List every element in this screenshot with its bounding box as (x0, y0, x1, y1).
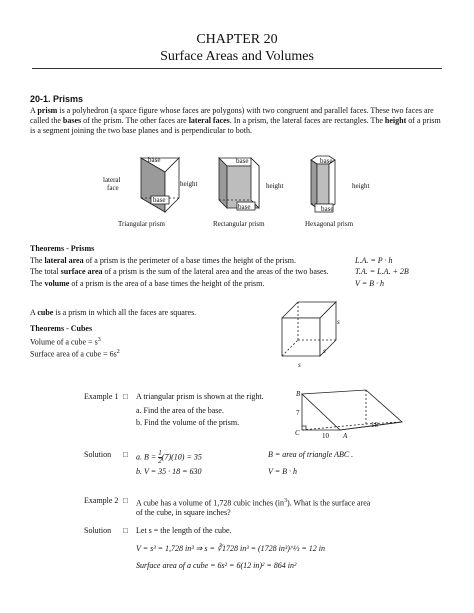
edge-7-label: 7 (296, 409, 300, 417)
rect-base-bottom-label: base (238, 203, 251, 211)
solution2-line2: V = s³ = 1,728 in³ ⇒ s = ∛1728 in³ = (1728 in³)^⅓ = 12 in (136, 544, 325, 553)
solution2-checkbox: □ (123, 526, 128, 535)
chapter-title: Surface Areas and Volumes (160, 49, 314, 64)
formula-volume: V = B · h (355, 279, 385, 288)
caption-rectangular: Rectangular prism (213, 220, 265, 228)
face-label: face (107, 184, 119, 192)
example1-checkbox: □ (123, 392, 128, 401)
chapter-number: CHAPTER 20 (196, 32, 278, 47)
example2-text-line1: A cube has a volume of 1,728 cubic inches $(in^3)$. What is the surface area (136, 498, 371, 508)
solution2-line3: Surface area of a cube = 6s² = 6(12 in)² = 864 in² (136, 561, 297, 570)
cube-surface-formula: Surface area of a cube = $6s^2$ (30, 349, 120, 359)
example2-text-line2: of the cube, in square inches? (136, 508, 231, 517)
solution1-note-b: V = B · h (268, 467, 298, 476)
solution1-checkbox: □ (123, 450, 128, 459)
solution2-line1: Let s = the length of the cube. (136, 526, 232, 535)
solution1-part-a: a. B = $\frac{1}{2}$ (7)(10) = 35 (136, 449, 202, 465)
example1-text: A triangular prism is shown at the right. (136, 392, 264, 401)
theorem-surface-area: The total surface area of a prism is the sum of the lateral area and the areas of the two bases. (30, 267, 329, 276)
hex-base-bottom-label: base (321, 205, 334, 213)
caption-triangular: Triangular prism (118, 220, 165, 228)
example1-part-a: a. Find the area of the base. (136, 406, 224, 415)
tri-height-label: height (180, 180, 198, 188)
theorem-volume: The volume of a prism is the area of a base times the height of the prism. (30, 279, 265, 288)
cube-side-label-front: s (323, 347, 326, 355)
cube-definition: A cube is a prism in which all the faces are squares. (30, 308, 197, 317)
rect-height-label: height (266, 182, 284, 190)
cube-side-label-bottom: s (298, 361, 301, 369)
cube-volume-formula: Volume of a cube = $s^3$ (30, 337, 101, 347)
lateral-label: lateral (103, 176, 121, 184)
theorems-prisms-heading: Theorems - Prisms (30, 244, 95, 253)
hex-base-top-label: base (320, 157, 333, 165)
formula-surface-area: T.A. = L.A. + 2B (355, 267, 409, 276)
theorem-lateral-area: The lateral area of a prism is the perimeter of a base times the height of the prism. (30, 256, 296, 265)
tri-base-top-label: base (148, 156, 161, 164)
tri-base-bottom-label: base (153, 196, 166, 204)
solution1-part-b: b. V = 35 · 18 = 630 (136, 467, 202, 476)
solution2-label: Solution (84, 526, 112, 535)
example2-label: Example 2 (84, 496, 119, 505)
cube-figure (272, 294, 352, 364)
header-rule (32, 68, 442, 69)
cube-side-label-right: s (337, 318, 340, 326)
vertex-A-label: A (343, 432, 348, 440)
triangular-prism-example-figure (292, 386, 412, 444)
edge-10-label: 10 (322, 432, 329, 440)
example1-part-b: b. Find the volume of the prism. (136, 418, 240, 427)
theorems-cubes-heading: Theorems - Cubes (30, 324, 93, 333)
edge-18-label: 18 (371, 421, 378, 429)
solution1-note-a: B = area of triangle ABC . (268, 450, 354, 459)
rect-base-top-label: base (236, 157, 249, 165)
intro-paragraph: A prism is a polyhedron (a space figure whose faces are polygons) with two congruent and parallel faces. These two faces are called the bases of the prism. The other faces are lateral faces. In a prism, the lateral faces are rectangles. The height of a prism is a segment joining the two base planes and is perpendicular to both. (30, 106, 441, 135)
formula-lateral-area: L.A. = P · h (355, 256, 393, 265)
hex-height-label: height (352, 182, 370, 190)
example1-label: Example 1 (84, 392, 119, 401)
caption-hexagonal: Hexagonal prism (305, 220, 354, 228)
section-title: 20-1. Prisms (30, 94, 84, 104)
vertex-B-label: B (296, 390, 301, 398)
example2-checkbox: □ (123, 496, 128, 505)
solution1-label: Solution (84, 450, 112, 459)
vertex-C-label: C (295, 429, 300, 437)
